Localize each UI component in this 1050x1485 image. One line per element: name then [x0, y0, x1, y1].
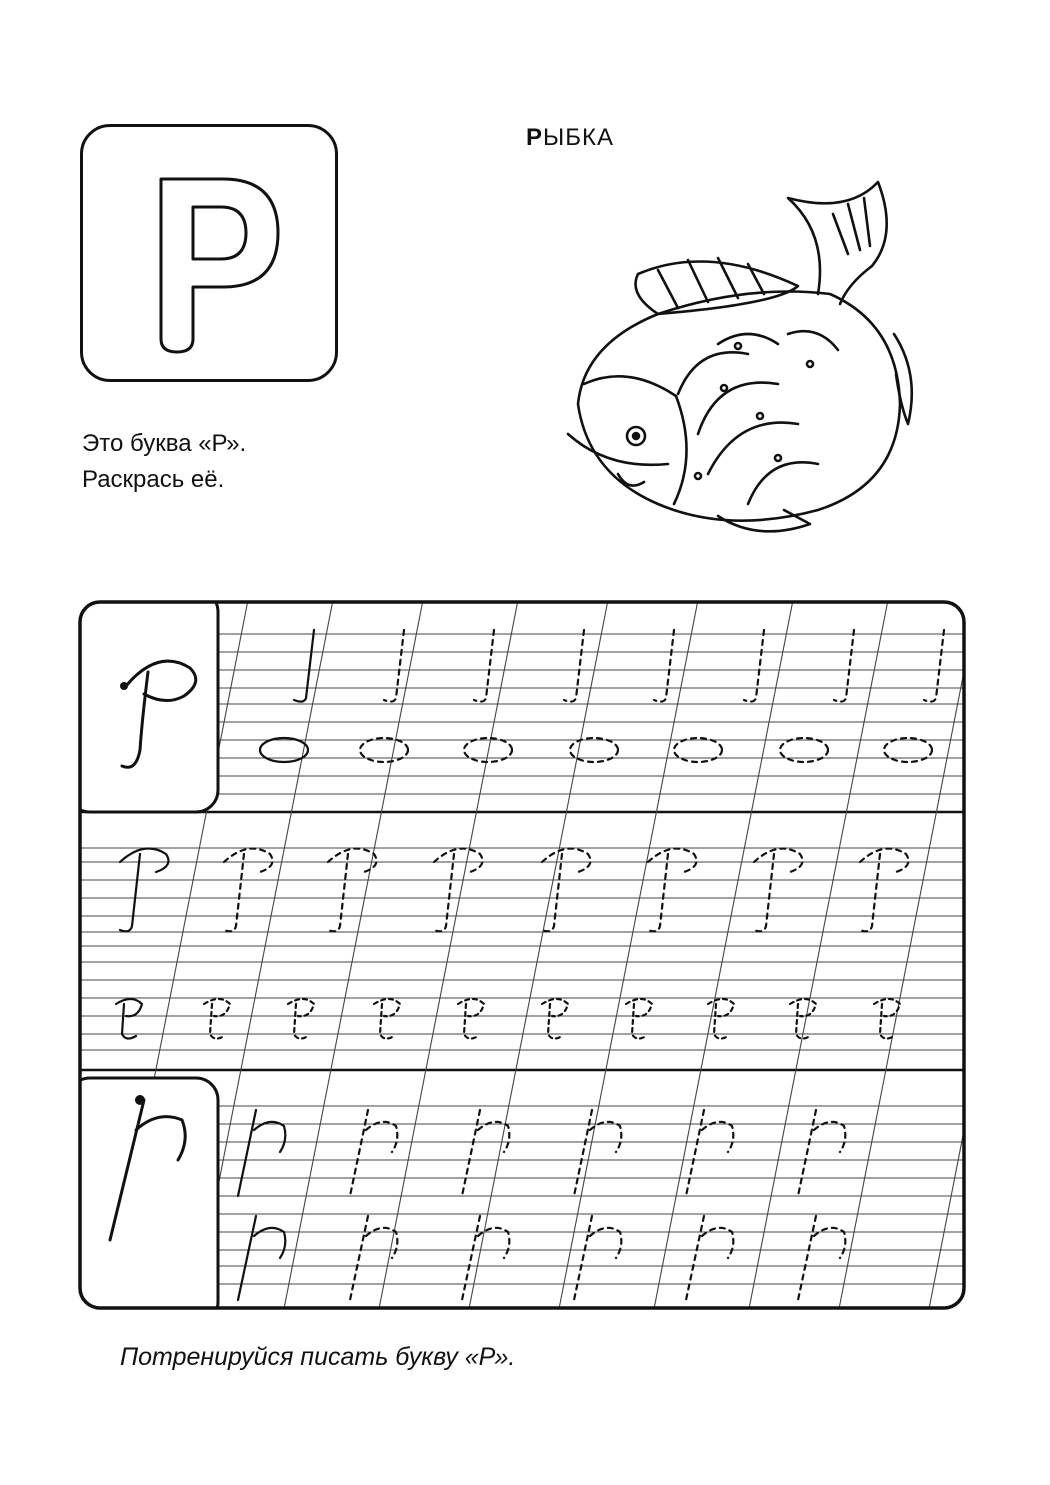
handwriting-practice-grid [78, 600, 970, 1314]
intro-line-1: Это буква «Р». [82, 430, 247, 457]
outlined-letter-p [83, 127, 341, 385]
intro-line-2: Раскрась её. [82, 466, 225, 493]
tracing-rows [116, 630, 944, 1300]
word-rest: ЫБКА [543, 124, 614, 151]
word-first-letter: Р [526, 124, 544, 151]
reference-box-lowercase [78, 1078, 218, 1314]
instruction-text: Потренируйся писать букву «Р». [120, 1343, 516, 1371]
reference-box-capital [78, 600, 218, 812]
ruled-lines [78, 600, 970, 1314]
slant-lines [108, 600, 970, 1314]
intro-text [82, 426, 246, 498]
word-title [526, 124, 614, 152]
fish-icon [548, 174, 928, 554]
letter-card [80, 124, 338, 382]
